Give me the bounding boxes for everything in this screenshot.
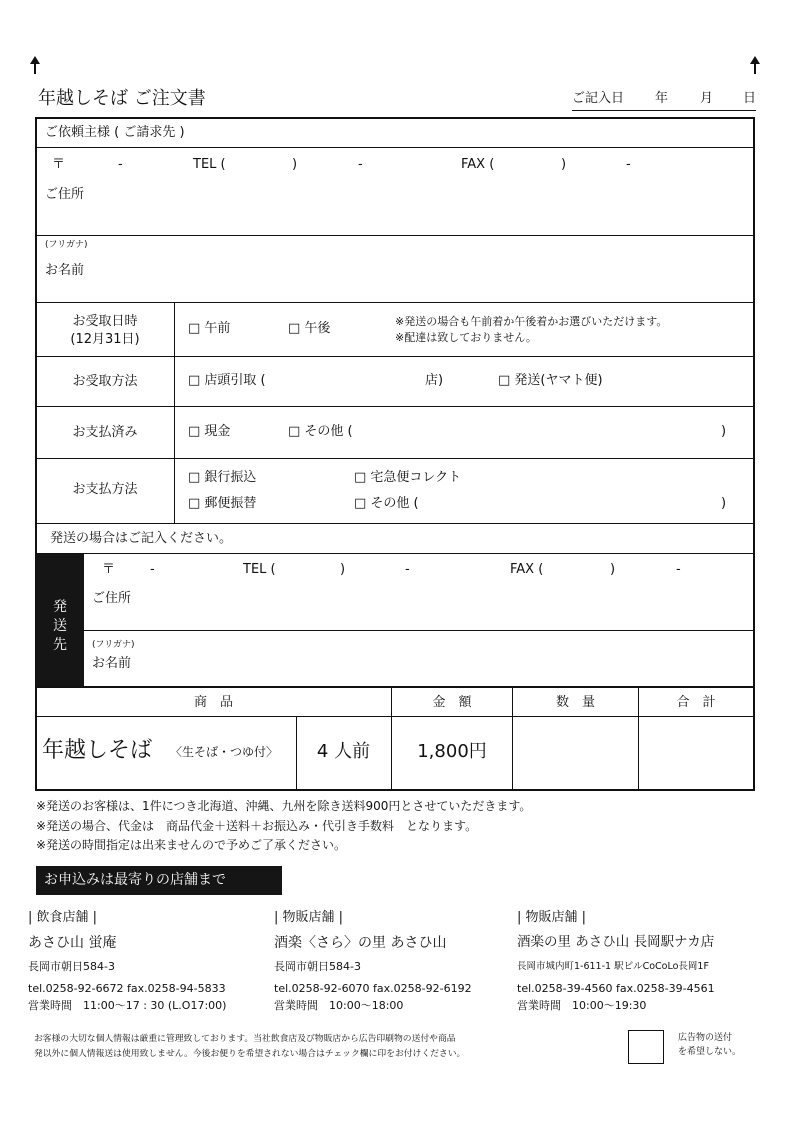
shipping-fax-dash: - (676, 562, 681, 577)
shipping-address-label: ご住所 (92, 591, 132, 606)
total-field[interactable] (645, 725, 745, 780)
arrow-up-icon (30, 56, 40, 74)
shipping-tel-dash: - (405, 562, 410, 577)
requester-postal-mark: 〒 (52, 157, 66, 172)
requester-furigana-label: (フリガナ) (45, 240, 88, 250)
store-category: | 物販店舗 | (274, 910, 344, 925)
payment-other-close: ) (721, 496, 727, 511)
shipping-fax-close: ) (610, 562, 616, 577)
store-contact: tel.0258-92-6672 fax.0258-94-5833 (28, 982, 226, 995)
requester-name-field[interactable] (110, 245, 740, 295)
header-price: 金 額 (432, 695, 472, 710)
pm-checkbox[interactable]: □ 午後 (288, 321, 331, 336)
store-hours: 営業時間 10:00〜18:00 (274, 999, 404, 1012)
header-total: 合 計 (676, 695, 716, 710)
store-name-field[interactable] (285, 370, 420, 390)
store-hours: 営業時間 10:00〜19:30 (517, 999, 647, 1012)
requester-section-title: ご依頼主様 ( ご請求先 ) (45, 125, 185, 140)
requester-tel-close: ) (292, 157, 298, 172)
note-2: ※発送の場合、代金は 商品代金＋送料＋お振込み・代引き手数料 となります。 (36, 819, 478, 833)
shipping-fax-label: FAX ( (510, 562, 544, 577)
shipping-furigana-label: (フリガナ) (92, 640, 135, 650)
shipping-side-char-2: 送 (53, 618, 67, 634)
date-label: ご記入日 (572, 91, 625, 106)
paid-other-checkbox[interactable]: □ その他 ( (288, 424, 353, 439)
date-day-label: 日 (743, 91, 757, 106)
shipping-tel-label: TEL ( (243, 562, 276, 577)
shipping-side-char-1: 発 (53, 599, 67, 615)
shipping-side-char-3: 先 (53, 637, 67, 653)
store-hours: 営業時間 11:00〜17 : 30 (L.O17:00) (28, 999, 227, 1012)
no-ads-checkbox[interactable] (628, 1030, 664, 1064)
paid-other-close: ) (721, 424, 727, 439)
quantity-field[interactable] (520, 725, 630, 780)
store-suffix-label: 店) (425, 373, 444, 388)
shipping-tel-close: ) (340, 562, 346, 577)
requester-name-label: お名前 (45, 263, 85, 278)
paid-label: お支払済み (72, 425, 138, 440)
product-name: 年越しそば (42, 738, 153, 763)
shipping-postal-dash: - (150, 562, 155, 577)
requester-postal-dash: - (118, 157, 123, 172)
product-servings: 4 人前 (316, 741, 371, 762)
paid-other-field[interactable] (370, 421, 715, 441)
requester-fax-close: ) (561, 157, 567, 172)
postal-transfer-checkbox[interactable]: □ 郵便振替 (188, 496, 257, 511)
date-month-label: 月 (700, 91, 714, 106)
pickup-date-label: お受取日時 (72, 314, 138, 329)
store-address: 長岡市城内町1-611-1 駅ビルCoCoLo長岡1F (517, 961, 709, 972)
date-year-label: 年 (655, 91, 669, 106)
page-title: 年越しそば ご注文書 (38, 88, 206, 109)
pickup-method-label: お受取方法 (72, 374, 138, 389)
shipping-name-label: お名前 (92, 656, 132, 671)
store-contact: tel.0258-92-6070 fax.0258-92-6192 (274, 982, 472, 995)
shipping-address-field[interactable] (150, 585, 740, 625)
cod-checkbox[interactable]: □ 宅急便コレクト (354, 470, 462, 485)
payment-method-label: お支払方法 (72, 482, 138, 497)
date-underline (572, 110, 756, 111)
store-address: 長岡市朝日584-3 (28, 960, 115, 973)
store-category: | 物販店舗 | (517, 910, 587, 925)
privacy-line-1: お客様の大切な個人情報は厳重に管理致しております。当社飲食店及び物販店から広告印刷物の送付や商品 (34, 1034, 456, 1044)
arrow-up-icon (750, 56, 760, 74)
product-note: 〈生そば・つゆ付〉 (170, 745, 279, 759)
privacy-line-2: 発以外に個人情報送は使用致しません。今後お便りを希望されない場合はチェック欄に印をお付けください。 (34, 1049, 466, 1059)
payment-other-checkbox[interactable]: □ その他 ( (354, 496, 419, 511)
no-ads-label-1: 広告物の送付 (678, 1033, 733, 1043)
am-checkbox[interactable]: □ 午前 (188, 321, 231, 336)
store-address: 長岡市朝日584-3 (274, 960, 361, 973)
shipping-postal-mark: 〒 (102, 562, 116, 577)
stores-banner-text: お申込みは最寄りの店舗まで (44, 872, 226, 888)
note-1: ※発送のお客様は、1件につき北海道、沖縄、九州を除き送料900円とさせていただきます。 (36, 799, 532, 813)
cash-checkbox[interactable]: □ 現金 (188, 424, 231, 439)
store-name: あさひ山 蛍庵 (28, 935, 117, 951)
requester-address-field[interactable] (110, 180, 740, 230)
pickup-date-sublabel: (12月31日) (70, 332, 140, 347)
requester-address-label: ご住所 (45, 187, 85, 202)
bank-transfer-checkbox[interactable]: □ 銀行振込 (188, 470, 257, 485)
store-name: 酒楽〈さら〉の里 あさひ山 (274, 935, 447, 951)
no-ads-label-2: を希望しない。 (678, 1047, 742, 1057)
shipping-checkbox[interactable]: □ 発送(ヤマト便) (498, 373, 603, 388)
note-3: ※発送の時間指定は出来ませんので予めご了承ください。 (36, 838, 347, 852)
shipping-name-field[interactable] (150, 640, 740, 680)
store-pickup-checkbox[interactable]: □ 店頭引取 ( (188, 373, 266, 388)
store-name: 酒楽の里 あさひ山 長岡駅ナカ店 (517, 934, 715, 950)
store-contact: tel.0258-39-4560 fax.0258-39-4561 (517, 982, 715, 995)
requester-fax-label: FAX ( (461, 157, 495, 172)
requester-tel-dash: - (358, 157, 363, 172)
product-price: 1,800円 (417, 741, 487, 762)
pickup-note-1: ※発送の場合も午前着か午後着かお選びいただけます。 (395, 315, 668, 328)
requester-tel-label: TEL ( (193, 157, 226, 172)
header-product: 商 品 (193, 695, 233, 710)
payment-other-field[interactable] (436, 493, 716, 513)
requester-fax-dash: - (626, 157, 631, 172)
shipping-section-title: 発送の場合はご記入ください。 (50, 531, 233, 546)
header-quantity: 数 量 (555, 695, 595, 710)
store-category: | 飲食店舗 | (28, 910, 98, 925)
pickup-note-2: ※配達は致しておりません。 (395, 331, 537, 344)
